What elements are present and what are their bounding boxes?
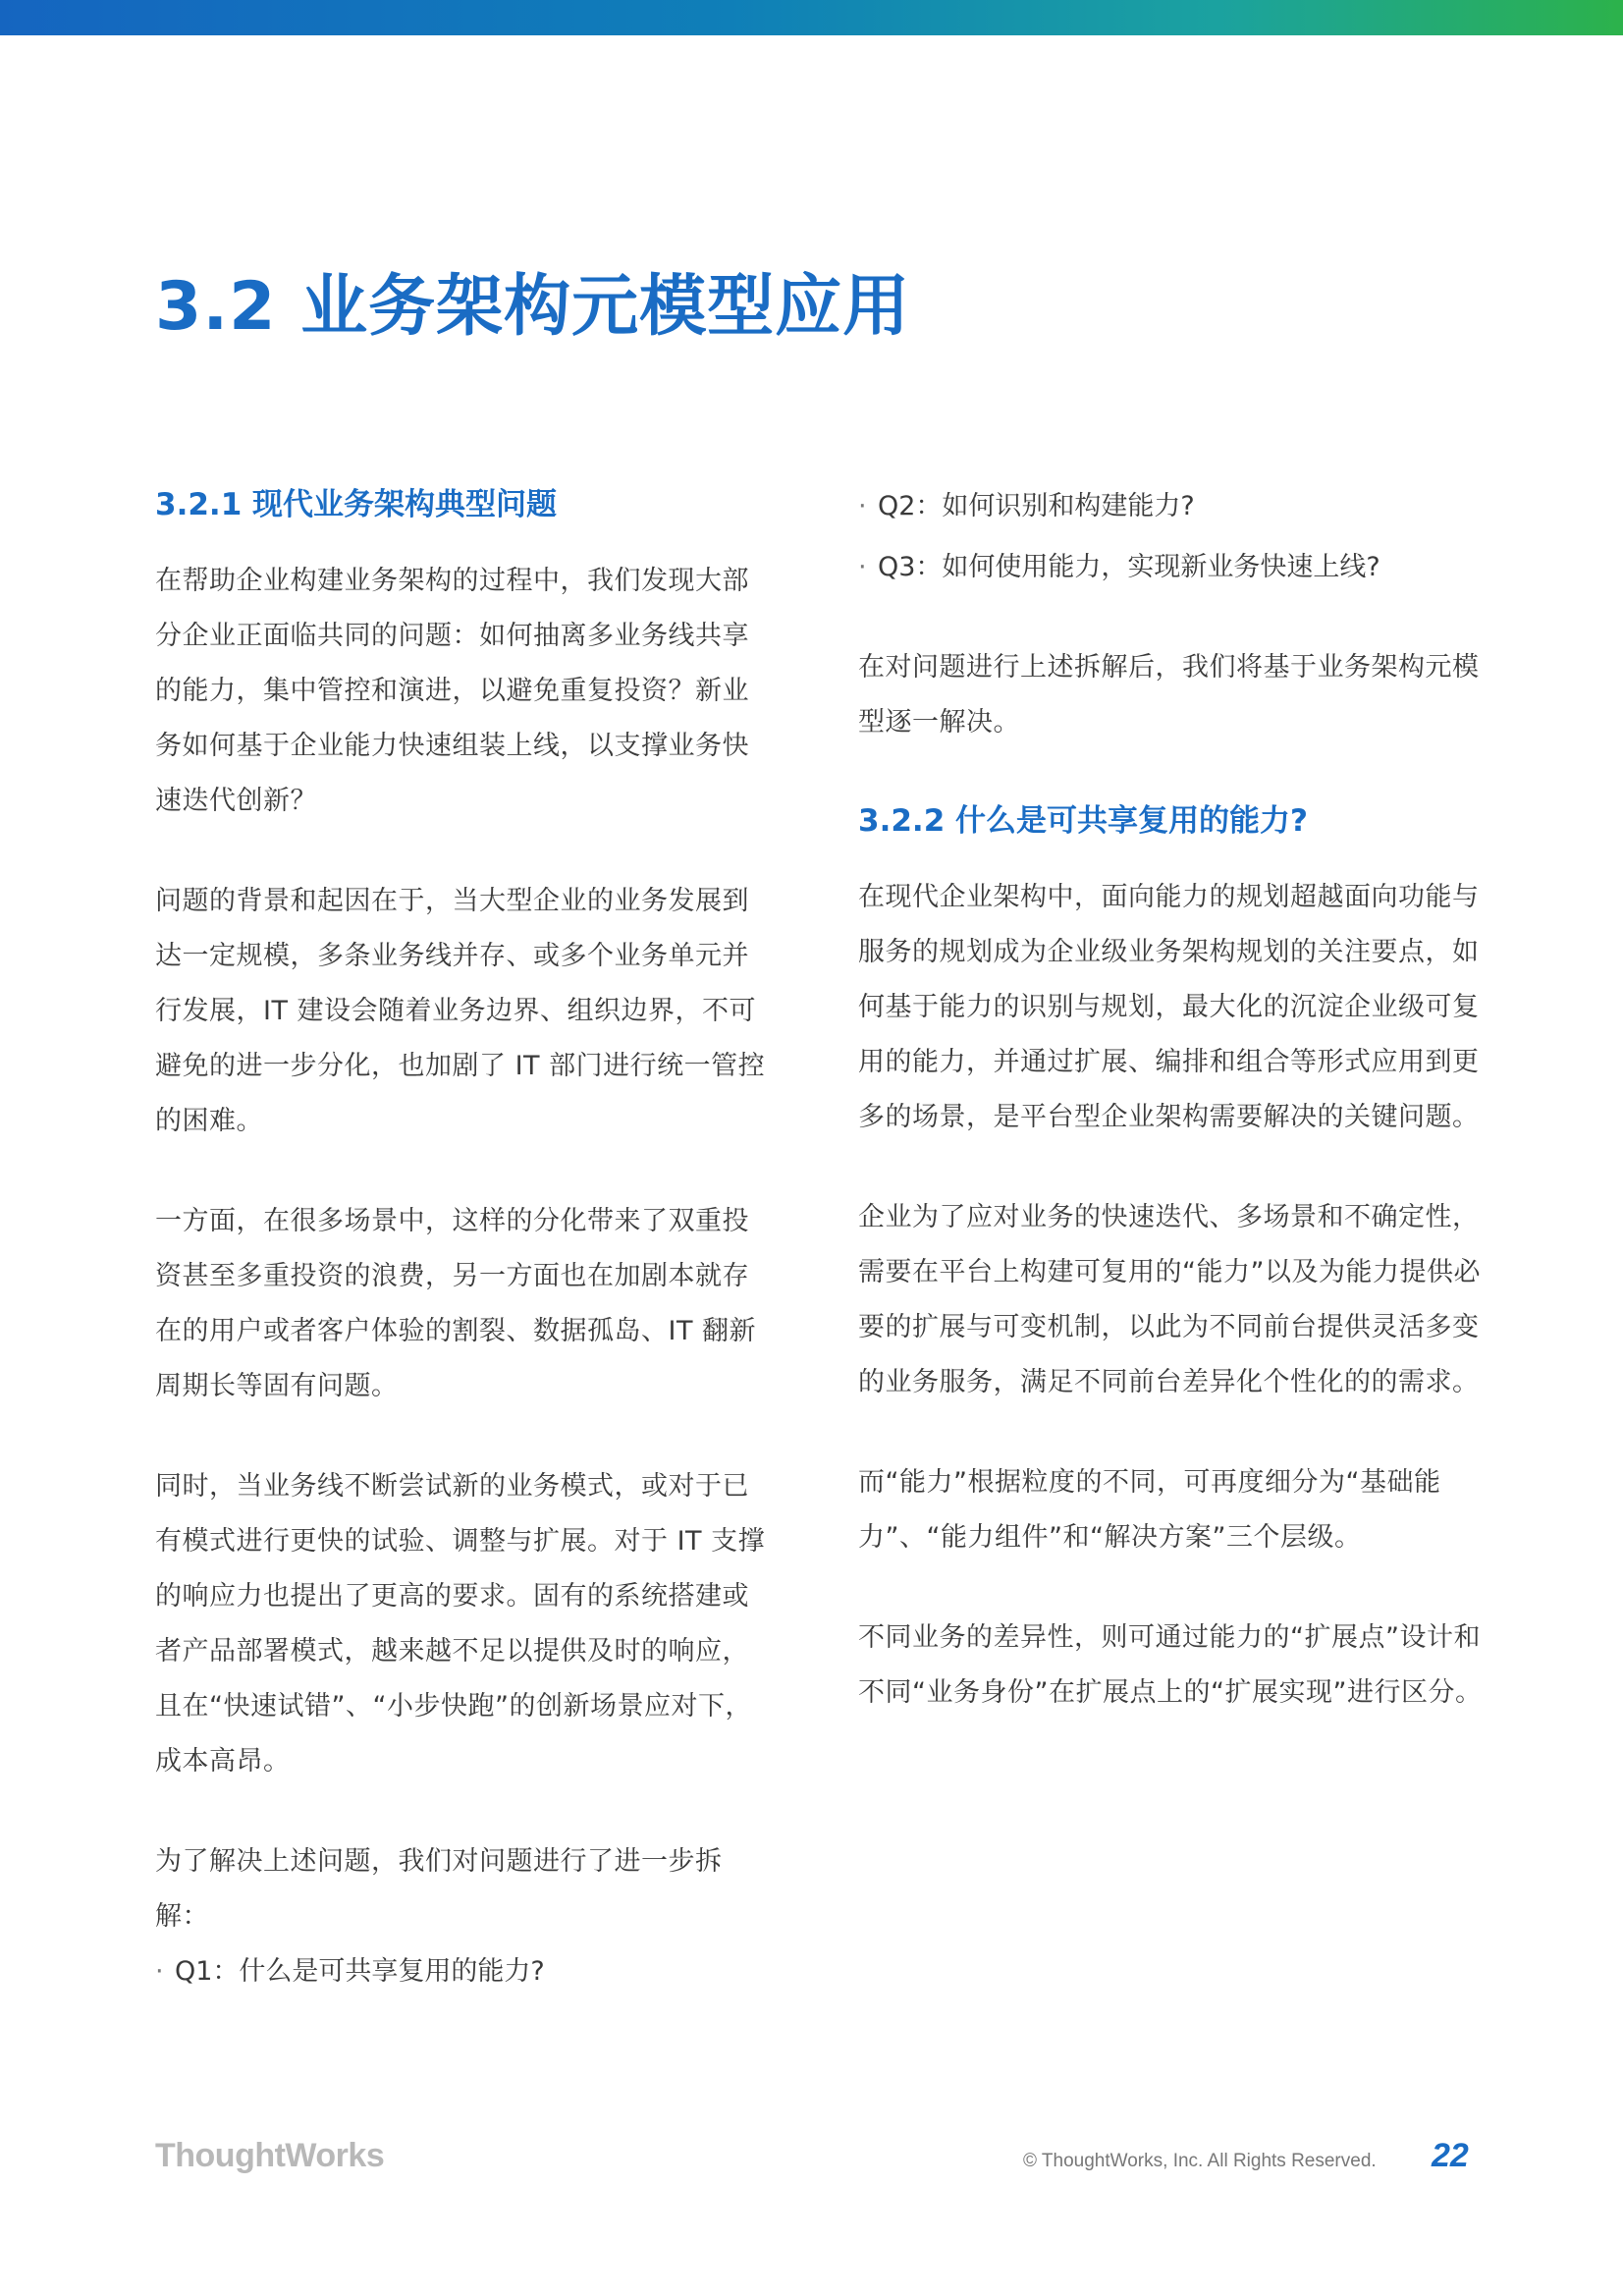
question-list (155, 1944, 772, 1999)
list-item (858, 479, 1487, 534)
bullet-dot-icon: · (155, 1956, 164, 1987)
paragraph: 问题的背景和起因在于，当大型企业的业务发展到达一定规模，多条业务线并存、或多个业务单元并行发展，IT 建设会随着业务边界、组织边界，不可避免的进一步分化，也加剧了 IT 部门进行统一管控的困难。 (155, 886, 766, 1136)
paragraph: 一方面，在很多场景中，这样的分化带来了双重投资甚至多重投资的浪费，另一方面也在加剧本就存在的用户或者客户体验的割裂、数据孤岛、IT 翻新周期长等固有问题。 (155, 1206, 757, 1401)
paragraph: 在对问题进行上述拆解后，我们将基于业务架构元模型逐一解决。 (858, 652, 1480, 738)
paragraph: 在帮助企业构建业务架构的过程中，我们发现大部分企业正面临共同的问题：如何抽离多业务线共享的能力，集中管控和演进，以避免重复投资？新业务如何基于企业能力快速组装上线，以支撑业务快速迭代创新？ (155, 566, 749, 816)
paragraph: 而“能力”根据粒度的不同，可再度细分为“基础能力”、“能力组件”和“解决方案”三个层级。 (858, 1467, 1441, 1553)
list-item-text: Q1：什么是可共享复用的能力? (175, 1956, 545, 1987)
bullet-dot-icon: · (858, 552, 867, 582)
list-item-text: Q3：如何使用能力，实现新业务快速上线? (878, 552, 1380, 582)
question-list (858, 479, 1487, 595)
left-column (155, 479, 772, 2045)
top-gradient-bar (0, 0, 1623, 35)
paragraph: 为了解决上述问题，我们对问题进行了进一步拆解： (155, 1846, 723, 1932)
thoughtworks-logo: ThoughtWorks (155, 2137, 385, 2174)
paragraph: 同时，当业务线不断尝试新的业务模式，或对于已有模式进行更快的试验、调整与扩展。对于 IT 支撑的响应力也提出了更高的要求。固有的系统搭建或者产品部署模式，越来越不足以提供及时的响应，且在“快速试错”、“小步快跑”的创新场景应对下，成本高昂。 (155, 1471, 766, 1777)
section-title-3-2-1: 3.2.1 现代业务架构典型问题 (155, 487, 558, 522)
list-item (155, 1944, 772, 1999)
paragraph: 不同业务的差异性，则可通过能力的“扩展点”设计和不同“业务身份”在扩展点上的“扩展实现”进行区分。 (858, 1622, 1483, 1708)
page-title: 3.2 业务架构元模型应用 (155, 268, 911, 346)
list-item (858, 540, 1487, 595)
list-item-text: Q2：如何识别和构建能力? (878, 491, 1195, 521)
copyright-text: © ThoughtWorks, Inc. All Rights Reserved. (1023, 2151, 1377, 2171)
right-column (858, 481, 1487, 1766)
paragraph: 在现代企业架构中，面向能力的规划超越面向功能与服务的规划成为企业级业务架构规划的关注要点，如何基于能力的识别与规划，最大化的沉淀企业级可复用的能力，并通过扩展、编排和组合等形式应用到更多的场景，是平台型企业架构需要解决的关键问题。 (858, 882, 1480, 1132)
section-title-3-2-2: 3.2.2 什么是可共享复用的能力? (858, 803, 1309, 839)
bullet-dot-icon: · (858, 491, 867, 521)
page-number: 22 (1432, 2137, 1469, 2174)
paragraph: 企业为了应对业务的快速迭代、多场景和不确定性，需要在平台上构建可复用的“能力”以及为能力提供必要的扩展与可变机制，以此为不同前台提供灵活多变的业务服务，满足不同前台差异化个性化的的需求。 (858, 1202, 1481, 1397)
